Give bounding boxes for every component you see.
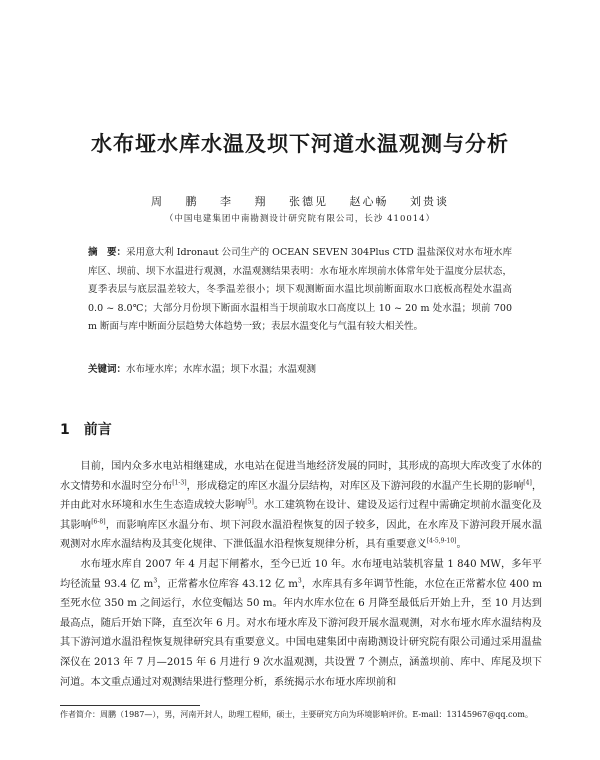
para1-text-e: ，而影响库区水温分布、坝下河段水温沿程恢复的因子较多，因此，在水库及下游河段开展水温观测对水库水温结构及其变化规律、下泄低温水沿程恢复规律分析，具有重要意义 <box>60 519 543 551</box>
citation-ref: [5] <box>245 498 254 506</box>
footnote-divider <box>60 705 200 706</box>
keywords <box>88 362 512 378</box>
paper-title: 水布垭水库水温及坝下河道水温观测与分析 <box>91 132 509 156</box>
author-affiliation: （中国电建集团中南勘测设计研究院有限公司，长沙 410014） <box>164 214 436 224</box>
para2-text-b: ，正常蓄水位库容 43.12 亿 m <box>157 578 298 590</box>
section-heading <box>60 419 540 439</box>
keywords-label: 关键词： <box>88 364 127 375</box>
keywords-text: 水布垭水库；水库水温；坝下水温；水温观测 <box>126 364 317 375</box>
para1-text-c: ，并由此对水环境和水生生态造成较大影响 <box>60 480 542 512</box>
para1-text-a: 目前，国内众多水电站相继建成，水电站在促进当地经济发展的同时，其形成的高坝大库改变了水体的水文情势和水温时空分布 <box>60 461 542 492</box>
paragraph-1 <box>60 457 542 555</box>
citation-ref: [4-5,9-10] <box>426 537 457 545</box>
abstract-label: 摘 要： <box>88 247 127 258</box>
section-number: 1 <box>60 422 70 438</box>
para1-text-b: ，形成稳定的库区水温分层结构，对库区及下游河段的水温产生长期的影响 <box>186 480 524 492</box>
para1-text-d: 。水工建筑物在设计、建设及运行过程中需确定坝前水温变化及其影响 <box>60 500 542 531</box>
paragraph-2 <box>60 555 542 692</box>
author-list: 周 鹏 李 翔 张德见 赵心畅 刘贵谈 <box>151 195 449 208</box>
para2-text-c: ，水库具有多年调节性能，水位在正常蓄水位 400 m 至死水位 350 m 之间运行，水位变幅达 50 m。年内水库水位在 6 月降至最低后开始上升，至 10 月达到最高点，随后开始下降，直至次年 6 月。对水布垭水库及下游河段开展水温观测，对水布垭水库水温结构及其下游河道水温沿程恢复规律研究具有重要意义。中国电建集团中南勘测设计研究院有限公司通过采用温盐深仪在 2013 年 7 月—2015 年 6 月进行 9 次水温观测，共设置 7 个测点，涵盖坝前、库中、库尾及坝下河道。本文重点通过对观测结果进行整理分析，系统揭示水布垭水库坝前和 <box>60 578 542 688</box>
para2-text-a: 水布垭水库自 2007 年 4 月起下闸蓄水，至今已近 10 年。水布垭电站装机容量 1 840 MW，多年平均径流量 93.4 亿 m <box>60 558 542 590</box>
para1-text-f: 。 <box>456 539 467 551</box>
body-text <box>60 457 542 692</box>
superscript: 3 <box>153 577 158 585</box>
superscript: 3 <box>297 577 302 585</box>
citation-ref: [4] <box>523 479 532 487</box>
author-footnote: 作者简介：周鹏（1987—），男，河南开封人，助理工程师，硕士，主要研究方向为环境影响评价。E-mail：13145967@qq.com。 <box>60 710 533 719</box>
abstract <box>88 244 512 337</box>
citation-ref: [6-8] <box>91 518 106 526</box>
section-title: 前言 <box>83 422 112 438</box>
citation-ref: [1-3] <box>172 479 187 487</box>
abstract-text: 采用意大利 Idronaut 公司生产的 OCEAN SEVEN 304Plus CTD 温盐深仪对水布垭水库库区、坝前、坝下水温进行观测，水温观测结果表明：水布垭水库坝前水体常年处于温度分层状态，夏季表层与底层温差较大，冬季温差很小；坝下观测断面水温比坝前断面取水口底板高程处水温高 0.0 ~ 8.0℃；大部分月份坝下断面水温相当于坝前取水口高度以上 10 ~ 20 m 处水温；坝前 700 m 断面与库中断面分层趋势大体趋势一致；表层水温变化与气温有较大相关性。 <box>88 247 512 332</box>
